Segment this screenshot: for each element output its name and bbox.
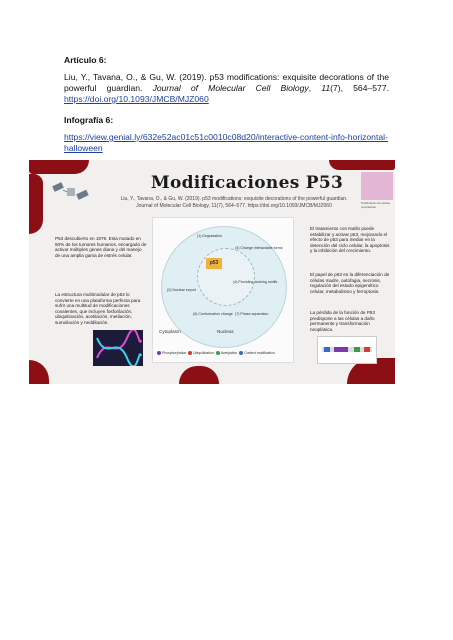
label-binding: (4) Providing docking motifs bbox=[233, 280, 278, 284]
legend-dot-ubiquitination bbox=[188, 351, 192, 355]
legend-acetylation: Acetylation bbox=[220, 351, 238, 355]
right-text-1: El tratamiento con Nutlin puede estabilizar y activar p53, mejorando el efecto de p53 para mediar en la detención del ciclo celular, la apoptosis y la inhibición del crecimiento. bbox=[310, 226, 390, 254]
micrograph-caption: Proliferación de células neoplásicas bbox=[361, 201, 390, 209]
label-degradation: (1) Degradation bbox=[197, 234, 222, 238]
decor-blob-bottom-left bbox=[29, 360, 49, 384]
ref-journal: Journal of Molecular Cell Biology bbox=[152, 83, 309, 93]
satellite-illustration bbox=[51, 178, 91, 208]
cell-micrograph bbox=[361, 172, 393, 200]
legend-phosphorylation: Phosphorylation bbox=[162, 351, 187, 355]
ref-separator: , bbox=[308, 83, 322, 93]
infographic-image bbox=[29, 160, 395, 384]
label-export: (2) Nuclear export bbox=[167, 288, 196, 292]
article-heading: Artículo 6: bbox=[64, 55, 107, 65]
decor-blob-top-left bbox=[29, 160, 89, 174]
nucleus-outline bbox=[197, 248, 255, 306]
label-cytoplasm: Cytoplasm bbox=[159, 329, 181, 334]
dna-illustration bbox=[93, 330, 143, 366]
label-conformation: (6) Conformation change bbox=[193, 312, 233, 316]
right-text-2: El papel de p53 en la diferenciación de células madre, autofagia, necrosis, regulación del estado epigenético celular, metabolismo y ferroptosis. bbox=[310, 272, 390, 294]
article-reference bbox=[64, 72, 389, 105]
infographic-title: Modificaciones P53 bbox=[150, 173, 344, 193]
doi-link[interactable]: https://doi.org/10.1093/JMCB/MJZ060 bbox=[64, 94, 209, 104]
label-nucleus: Nucleus bbox=[217, 329, 234, 334]
p53-protein-block: p53 bbox=[206, 258, 222, 269]
diagram-legend bbox=[157, 351, 293, 355]
p53-modification-diagram bbox=[152, 217, 294, 363]
domain-structure-figure bbox=[317, 336, 377, 364]
legend-dot-phosphorylation bbox=[157, 351, 161, 355]
legend-context: Context modification bbox=[244, 351, 275, 355]
infografia-heading: Infografía 6: bbox=[64, 115, 114, 125]
legend-ubiquitination: Ubiquitination bbox=[193, 351, 214, 355]
label-phase: (7) Phase separation bbox=[235, 312, 269, 316]
label-change: (3) Change interactable forms bbox=[235, 246, 283, 250]
decor-blob-left bbox=[29, 174, 43, 234]
decor-blob-bottom-center bbox=[179, 366, 219, 384]
infografia-link[interactable]: https://view.genial.ly/632e52ac01c51c0010c08d20/interactive-content-info-horizontal-halloween bbox=[64, 132, 388, 153]
infographic-reference: Liu, Y., Tavana, O., & Gu, W. (2019). p53 modifications: exquisite decorations of the powerful guardian. Journal of Molecular Cell Biology, 11(7), 564–577. https://doi.org/10.1093/JMCB/MJZ060 bbox=[120, 196, 348, 209]
legend-dot-context bbox=[239, 351, 243, 355]
document-body bbox=[64, 55, 389, 154]
ref-authors: Liu, Y., Tavana, O., & Gu, W. (2019). p53 modifications: exquisite decorations of the powerful guardian. bbox=[64, 72, 389, 93]
legend-dot-acetylation bbox=[216, 351, 220, 355]
ref-tail: (7), 564–577. bbox=[330, 83, 389, 93]
right-text-3: La pérdida de la función de P53 predispone a las células a daño permanente y transformación neoplásica. bbox=[310, 310, 375, 332]
left-text-1: P53 descubierto en 1979. Esta mutado en 50% de los tumores humanos, encargado de activar múltiples genes diana y del manejo de una amplia gama de estrés celular. bbox=[55, 236, 147, 258]
ref-volume: 11 bbox=[321, 83, 331, 93]
decor-blob-top-right bbox=[329, 160, 395, 170]
left-text-2: La estructura multimodular de p53 lo convierte en una plataforma perfecta para sufrir una multitud de modificaciones covalentes, que incluyen fosforilación, ubiquitinación, acetilación, metilación, sumoilación y neddilación. bbox=[55, 292, 141, 325]
